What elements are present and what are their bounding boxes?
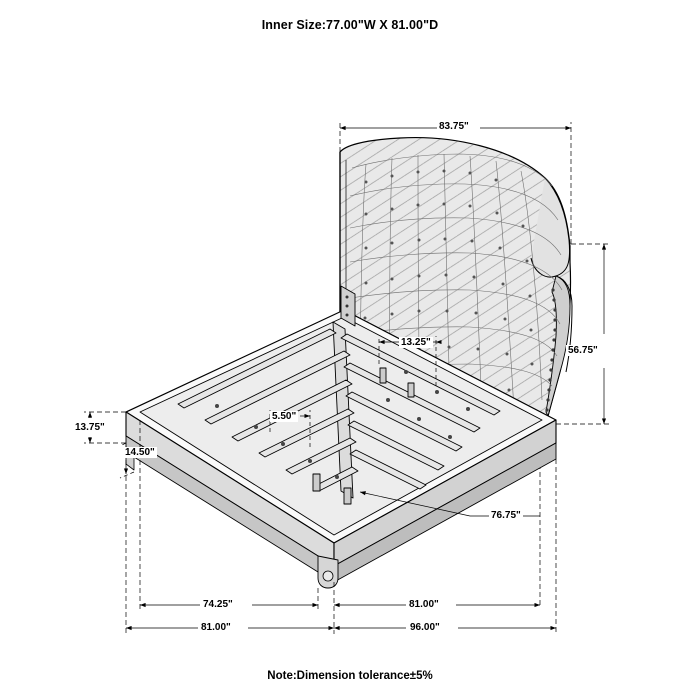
dim-headboard-width: 83.75" (439, 121, 469, 132)
page-title: Inner Size:77.00"W X 81.00"D (261, 18, 439, 32)
dim-slat-depth: 13.25" (401, 337, 431, 348)
dim-rail-length: 76.75" (491, 510, 521, 521)
dim-overall-width: 81.00" (201, 622, 231, 633)
dim-slat-height: 5.50" (272, 411, 297, 422)
dim-side-rail-height: 14.50" (125, 447, 155, 458)
dim-footboard-width: 74.25" (203, 599, 233, 610)
dim-headboard-height: 56.75" (568, 345, 598, 356)
dim-footboard-height: 13.75" (75, 422, 105, 433)
dim-overall-depth: 96.00" (410, 622, 440, 633)
dim-side-length: 81.00" (409, 599, 439, 610)
tolerance-note: Note:Dimension tolerance±5% (267, 670, 433, 682)
